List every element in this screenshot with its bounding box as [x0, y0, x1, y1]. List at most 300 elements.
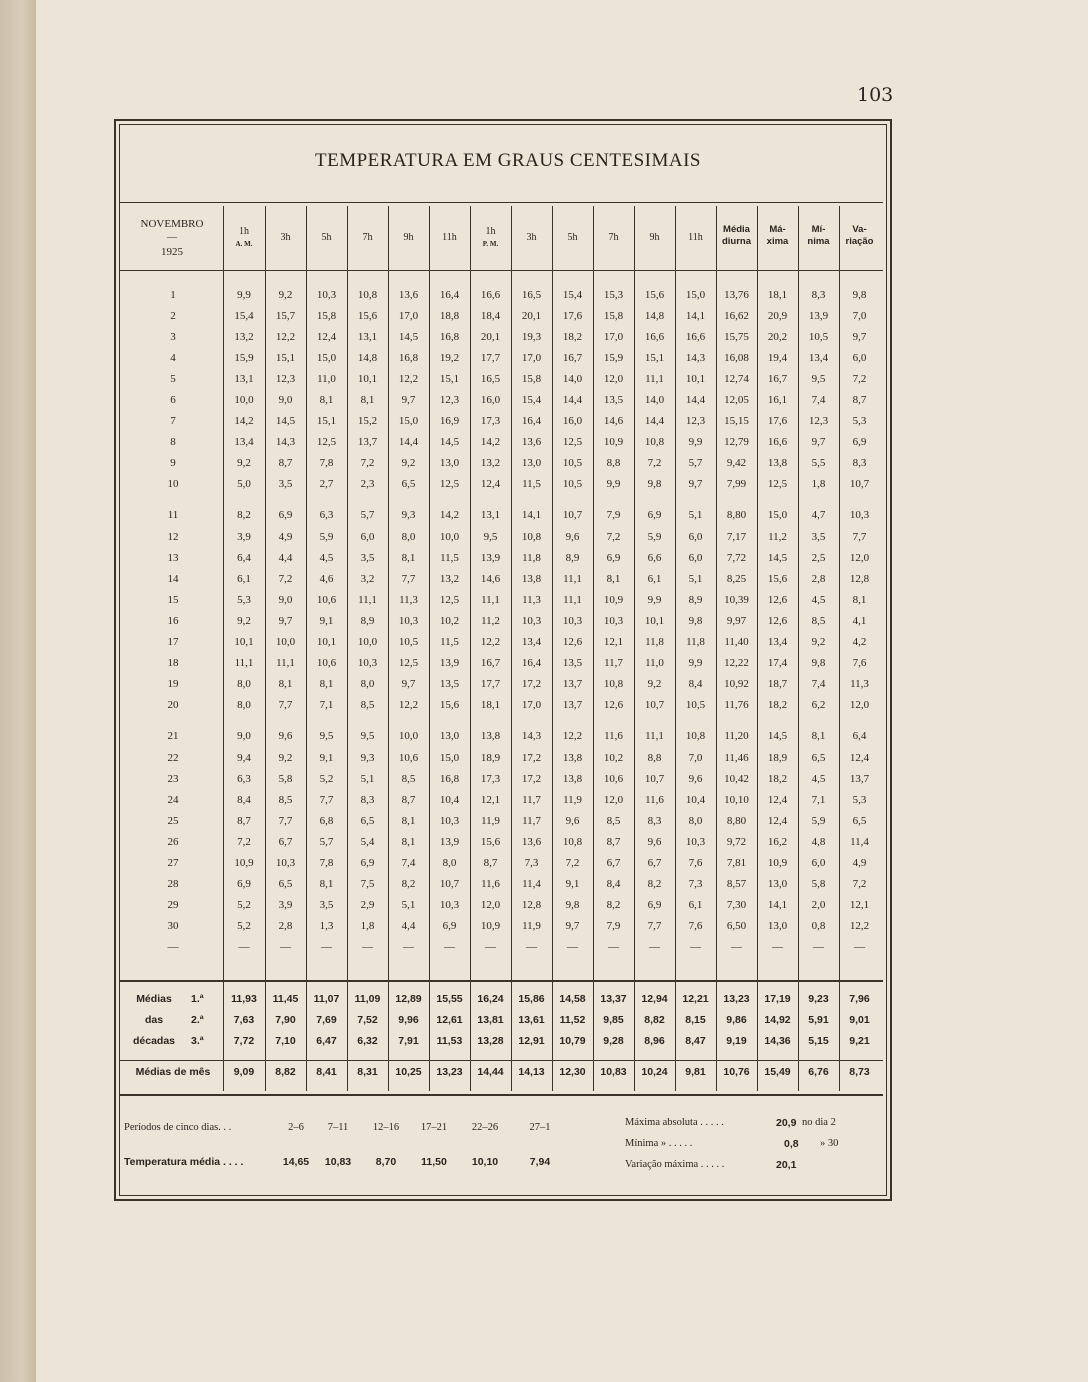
value-cell: 7,7 [852, 530, 867, 543]
value-cell: 13,1 [357, 330, 378, 343]
table-row [123, 389, 880, 410]
value-cell: — [403, 941, 414, 954]
value-cell: 16,6 [767, 436, 788, 449]
value-cell: 17,0 [603, 330, 624, 343]
value-cell: 12,6 [603, 699, 624, 712]
average-cell: 11,07 [313, 992, 340, 1005]
table-row [123, 632, 880, 653]
value-cell: — [444, 941, 455, 954]
value-cell: 9,2 [237, 457, 251, 470]
value-cell: 13,4 [808, 351, 829, 364]
value-cell: 9,7 [811, 436, 826, 449]
value-cell: 6,7 [278, 835, 293, 848]
value-cell: 7,6 [688, 920, 703, 933]
value-cell: 11,4 [522, 878, 541, 891]
value-cell: 10,7 [849, 478, 870, 491]
value-cell: 15,2 [357, 415, 378, 428]
header-month: NOVEMBRO [140, 218, 204, 230]
value-cell: 13,7 [357, 436, 378, 449]
value-cell: 12,22 [724, 657, 749, 670]
value-cell: 10,5 [685, 699, 706, 712]
value-cell: 2,9 [360, 899, 375, 912]
value-cell: — [608, 941, 619, 954]
value-cell: 6,1 [647, 572, 662, 585]
value-cell: 17,2 [521, 678, 542, 691]
value-cell: 6,9 [278, 509, 293, 522]
value-cell: 8,7 [483, 856, 498, 869]
min-absolute-label: Mínima » . . . . . [625, 1138, 693, 1149]
value-cell: 11,40 [724, 636, 749, 649]
period-range: 22–26 [471, 1122, 499, 1133]
value-cell: — [526, 941, 537, 954]
value-cell: 4,5 [811, 772, 826, 785]
day-cell: 23 [167, 772, 179, 785]
value-cell: 12,0 [480, 899, 501, 912]
value-cell: 10,6 [316, 593, 337, 606]
value-cell: 9,3 [360, 751, 375, 764]
value-cell: 10,3 [316, 288, 337, 301]
value-cell: 13,8 [521, 572, 542, 585]
value-cell: 6,2 [811, 699, 826, 712]
header-cell-sub: A. M. [235, 240, 253, 248]
value-cell: 5,8 [278, 772, 293, 785]
value-cell: 14,2 [480, 436, 501, 449]
value-cell: 12,0 [603, 372, 624, 385]
value-cell: 16,8 [398, 351, 419, 364]
value-cell: 1,3 [319, 920, 334, 933]
variation-max-label: Variação máxima . . . . . [625, 1159, 725, 1170]
max-absolute-day: no dia 2 [802, 1117, 836, 1128]
value-cell: 13,5 [439, 678, 460, 691]
value-cell: 6,5 [811, 751, 826, 764]
value-cell: 1,8 [360, 920, 375, 933]
value-cell: 13,0 [767, 878, 788, 891]
value-cell: 9,2 [647, 678, 662, 691]
value-cell: 14,3 [275, 436, 296, 449]
value-cell: 16,7 [480, 657, 501, 670]
value-cell: — [321, 941, 332, 954]
value-cell: 10,8 [685, 730, 706, 743]
value-cell: 7,7 [278, 699, 293, 712]
value-cell: 9,7 [688, 478, 703, 491]
value-cell: 12,2 [275, 330, 296, 343]
value-cell: 7,8 [319, 457, 334, 470]
table-row [123, 568, 880, 589]
day-cell: 13 [167, 551, 179, 564]
value-cell: 17,0 [398, 309, 419, 322]
day-cell: 15 [167, 593, 179, 606]
value-cell: 12,2 [480, 636, 501, 649]
value-cell: 14,5 [398, 330, 419, 343]
rule-above-footer [120, 1094, 883, 1096]
table-row [123, 789, 880, 810]
header-cell-top: 1h [485, 226, 496, 237]
value-cell: 14,2 [439, 509, 460, 522]
value-cell: 10,7 [644, 772, 665, 785]
value-cell: 5,1 [688, 509, 703, 522]
value-cell: 9,9 [237, 288, 251, 301]
value-cell: 18,2 [767, 772, 788, 785]
header-dash: — [167, 232, 177, 243]
value-cell: 5,4 [360, 835, 375, 848]
value-cell: 10,9 [603, 593, 624, 606]
value-cell: 16,4 [439, 288, 460, 301]
value-cell: 20,1 [480, 330, 501, 343]
value-cell: 10,7 [439, 878, 460, 891]
decade-mark: 2.ª [191, 1013, 204, 1026]
value-cell: 5,2 [237, 920, 251, 933]
value-cell: 12,1 [849, 899, 870, 912]
average-cell: 13,81 [477, 1013, 504, 1026]
table-row [123, 895, 880, 916]
value-cell: 6,7 [647, 856, 662, 869]
day-cell: 6 [170, 394, 176, 407]
value-cell: 12,8 [521, 899, 542, 912]
value-cell: 11,3 [850, 678, 869, 691]
period-mean-temp: 7,94 [529, 1156, 551, 1168]
value-cell: 12,0 [849, 699, 870, 712]
value-cell: 14,1 [685, 309, 706, 322]
value-cell: 12,1 [480, 793, 501, 806]
table-row [123, 526, 880, 547]
value-cell: 16,0 [562, 415, 583, 428]
header-cell-top: Va- [852, 224, 867, 235]
average-cell: 8,47 [685, 1034, 706, 1047]
value-cell: 7,2 [565, 856, 580, 869]
value-cell: 7,30 [726, 899, 747, 912]
value-cell: 19,2 [439, 351, 460, 364]
rule-below-header [120, 270, 883, 271]
value-cell: 13,8 [562, 751, 583, 764]
value-cell: 10,2 [603, 751, 624, 764]
value-cell: 6,3 [319, 509, 334, 522]
average-cell: 5,91 [808, 1013, 829, 1026]
value-cell: 10,0 [275, 636, 296, 649]
value-cell: 8,9 [565, 551, 580, 564]
value-cell: 13,8 [767, 457, 788, 470]
value-cell: 6,50 [726, 920, 747, 933]
value-cell: 7,4 [401, 856, 416, 869]
value-cell: 2,0 [811, 899, 826, 912]
value-cell: 15,6 [439, 699, 460, 712]
value-cell: 13,2 [439, 572, 460, 585]
day-cell: 5 [170, 372, 176, 385]
value-cell: 10,9 [234, 856, 254, 869]
average-cell: 12,94 [641, 992, 668, 1005]
value-cell: 15,6 [767, 572, 788, 585]
table-row [123, 674, 880, 695]
value-cell: 12,5 [439, 593, 460, 606]
table-row [123, 810, 880, 831]
value-cell: 15,1 [275, 351, 296, 364]
value-cell: 3,9 [237, 530, 251, 543]
value-cell: 15,6 [644, 288, 665, 301]
value-cell: 12,6 [562, 636, 583, 649]
header-cell-top: 5h [321, 232, 332, 243]
header-cell-top: 7h [608, 232, 619, 243]
value-cell: 8,1 [852, 593, 867, 606]
average-cell: 13,61 [518, 1013, 545, 1026]
average-cell: 7,72 [233, 1034, 255, 1047]
value-cell: 16,6 [685, 330, 706, 343]
average-cell: 13,28 [477, 1034, 504, 1047]
value-cell: 6,3 [237, 772, 251, 785]
period-range: 7–11 [327, 1122, 349, 1133]
value-cell: 7,4 [811, 394, 826, 407]
monthly-average-cell: 13,23 [436, 1065, 463, 1078]
period-mean-temp: 8,70 [375, 1156, 397, 1168]
value-cell: 9,2 [401, 457, 416, 470]
day-cell: 12 [167, 530, 179, 543]
value-cell: 11,6 [604, 730, 623, 743]
temperature-mean-label: Temperatura média . . . . [124, 1156, 244, 1168]
value-cell: 10,39 [724, 593, 749, 606]
value-cell: 3,5 [360, 551, 375, 564]
monthly-average-cell: 9,81 [685, 1065, 706, 1078]
value-cell: 3,5 [278, 478, 293, 491]
value-cell: 11,1 [645, 730, 664, 743]
value-cell: 8,57 [726, 878, 747, 891]
value-cell: 4,4 [401, 920, 416, 933]
decade-label-word: Médias [136, 992, 172, 1005]
value-cell: 13,0 [439, 730, 460, 743]
day-cell: 8 [170, 436, 176, 449]
value-cell: 16,5 [521, 288, 542, 301]
decade-average-row [123, 988, 880, 1009]
value-cell: 8,7 [852, 394, 867, 407]
value-cell: 16,8 [439, 772, 460, 785]
value-cell: 7,0 [688, 751, 703, 764]
value-cell: 5,3 [852, 415, 867, 428]
value-cell: 9,8 [688, 614, 703, 627]
value-cell: 8,0 [237, 678, 251, 691]
value-cell: — [813, 941, 824, 954]
value-cell: 4,5 [319, 551, 334, 564]
value-cell: 6,0 [688, 551, 703, 564]
value-cell: 8,4 [237, 793, 251, 806]
value-cell: 8,8 [647, 751, 662, 764]
value-cell: 8,0 [401, 530, 416, 543]
value-cell: 14,5 [767, 551, 788, 564]
day-cell: 14 [167, 572, 179, 585]
value-cell: 11,3 [399, 593, 418, 606]
value-cell: 7,9 [606, 920, 621, 933]
value-cell: 15,8 [521, 372, 542, 385]
value-cell: 13,6 [521, 835, 542, 848]
monthly-average-cell: 10,24 [641, 1065, 668, 1078]
day-cell: 27 [167, 856, 179, 869]
day-cell: 24 [167, 793, 179, 806]
value-cell: 8,4 [688, 678, 703, 691]
decade-label-word: décadas [132, 1034, 176, 1047]
header-cell-top: Mí- [811, 224, 826, 235]
value-cell: 17,0 [521, 699, 542, 712]
value-cell: 12,05 [724, 394, 749, 407]
value-cell: 18,1 [480, 699, 501, 712]
value-cell: 9,9 [647, 593, 662, 606]
average-cell: 9,85 [603, 1013, 624, 1026]
value-cell: 15,0 [767, 509, 788, 522]
table-row [123, 368, 880, 389]
value-cell: 10,8 [521, 530, 542, 543]
value-cell: — [280, 941, 291, 954]
value-cell: 13,9 [439, 835, 460, 848]
average-cell: 11,09 [354, 992, 381, 1005]
value-cell: 3,5 [319, 899, 334, 912]
value-cell: 6,9 [852, 436, 867, 449]
day-cell: 9 [170, 457, 176, 470]
average-cell: 11,93 [231, 992, 257, 1005]
spacer-cell [123, 716, 880, 726]
value-cell: 7,2 [852, 878, 867, 891]
value-cell: 7,6 [688, 856, 703, 869]
value-cell: 10,1 [357, 372, 378, 385]
value-cell: 12,4 [480, 478, 501, 491]
value-cell: 9,3 [401, 509, 416, 522]
average-cell: 9,28 [603, 1034, 624, 1047]
average-cell: 12,61 [436, 1013, 463, 1026]
table-row [123, 589, 880, 610]
value-cell: 10,9 [603, 436, 624, 449]
value-cell: 13,0 [521, 457, 542, 470]
period-range: 12–16 [372, 1122, 400, 1133]
value-cell: 9,5 [483, 530, 498, 543]
value-cell: 7,8 [319, 856, 334, 869]
value-cell: 14,5 [767, 730, 788, 743]
value-cell: 13,1 [234, 372, 254, 385]
day-cell: 7 [170, 415, 176, 428]
value-cell: 2,7 [319, 478, 334, 491]
value-cell: 12,2 [849, 920, 870, 933]
value-cell: 7,7 [401, 572, 416, 585]
value-cell: 15,4 [521, 394, 542, 407]
value-cell: 13,6 [521, 436, 542, 449]
value-cell: 7,1 [319, 699, 334, 712]
value-cell: 9,2 [278, 751, 293, 764]
value-cell: 14,6 [603, 415, 624, 428]
value-cell: 17,0 [521, 351, 542, 364]
value-cell: 4,1 [852, 614, 867, 627]
value-cell: 10,1 [316, 636, 337, 649]
value-cell: 8,1 [811, 730, 826, 743]
value-cell: 8,2 [237, 509, 251, 522]
value-cell: 6,0 [852, 351, 867, 364]
max-absolute-label: Máxima absoluta . . . . . [625, 1117, 724, 1128]
value-cell: 17,6 [562, 309, 583, 322]
average-cell: 5,15 [808, 1034, 829, 1047]
value-cell: 14,3 [521, 730, 542, 743]
value-cell: — [772, 941, 783, 954]
table-row [123, 610, 880, 631]
day-cell: 25 [167, 814, 179, 827]
average-cell: 7,91 [398, 1034, 419, 1047]
average-cell: 13,23 [723, 992, 750, 1005]
value-cell: 7,2 [852, 372, 867, 385]
value-cell: — [362, 941, 373, 954]
monthly-average-cell: 8,73 [849, 1065, 870, 1078]
value-cell: 10,6 [316, 657, 337, 670]
value-cell: 16,0 [480, 394, 501, 407]
value-cell: 14,8 [357, 351, 378, 364]
average-cell: 9,19 [726, 1034, 747, 1047]
period-mean-temp: 14,65 [282, 1156, 310, 1168]
value-cell: 12,4 [767, 793, 788, 806]
rule-below-title [120, 202, 883, 203]
value-cell: 16,5 [480, 372, 501, 385]
monthly-average-cell: 9,09 [233, 1065, 255, 1078]
table-row [123, 747, 880, 768]
value-cell: 15,8 [316, 309, 337, 322]
value-cell: 7,99 [726, 478, 747, 491]
value-cell: 8,1 [360, 394, 375, 407]
table-row [123, 653, 880, 674]
value-cell: 7,9 [606, 509, 621, 522]
value-cell: 15,1 [644, 351, 665, 364]
value-cell: 15,4 [234, 309, 254, 322]
value-cell: 14,4 [685, 394, 706, 407]
monthly-average-cell: 8,31 [357, 1065, 378, 1078]
value-cell: 16,2 [767, 835, 788, 848]
header-cell-top: 7h [362, 232, 373, 243]
average-cell: 12,91 [518, 1034, 545, 1047]
table-row [123, 937, 880, 958]
value-cell: 13,5 [603, 394, 624, 407]
value-cell: 8,7 [278, 457, 293, 470]
value-cell: 15,3 [603, 288, 624, 301]
value-cell: 9,1 [565, 878, 580, 891]
value-cell: 3,2 [360, 572, 375, 585]
value-cell: 11,7 [522, 814, 541, 827]
average-cell: 14,92 [764, 1013, 791, 1026]
value-cell: 10,6 [603, 772, 624, 785]
value-cell: 11,6 [645, 793, 664, 806]
day-cell: 19 [167, 678, 179, 691]
value-cell: 11,9 [481, 814, 500, 827]
value-cell: 14,4 [644, 415, 665, 428]
max-absolute-value: 20,9 [776, 1117, 797, 1129]
day-cell: 20 [167, 699, 179, 712]
value-cell: 17,2 [521, 772, 542, 785]
day-cell: 4 [170, 351, 176, 364]
value-cell: 10,2 [439, 614, 460, 627]
value-cell: 11,1 [563, 572, 582, 585]
value-cell: 8,0 [360, 678, 375, 691]
value-cell: 15,15 [724, 415, 749, 428]
value-cell: 10,3 [439, 814, 460, 827]
table-row [123, 547, 880, 568]
value-cell: 8,3 [647, 814, 662, 827]
value-cell: 8,7 [606, 835, 621, 848]
monthly-average-cell: 10,25 [395, 1065, 422, 1078]
average-cell: 7,96 [849, 992, 870, 1005]
value-cell: 15,75 [724, 330, 749, 343]
average-cell: 6,47 [316, 1034, 337, 1047]
header-year: 1925 [161, 246, 183, 258]
value-cell: 14,4 [562, 394, 583, 407]
value-cell: 10,42 [724, 772, 749, 785]
rule-above-averages [120, 980, 883, 982]
header-cell-top: 1h [239, 226, 249, 237]
value-cell: 1,8 [811, 478, 826, 491]
table-row [123, 695, 880, 716]
value-cell: 12,74 [724, 372, 749, 385]
average-cell: 9,21 [849, 1034, 870, 1047]
value-cell: 11,0 [317, 372, 336, 385]
value-cell: 10,3 [357, 657, 378, 670]
average-cell: 12,89 [395, 992, 422, 1005]
value-cell: 7,7 [319, 793, 334, 806]
day-cell: 11 [167, 509, 179, 522]
